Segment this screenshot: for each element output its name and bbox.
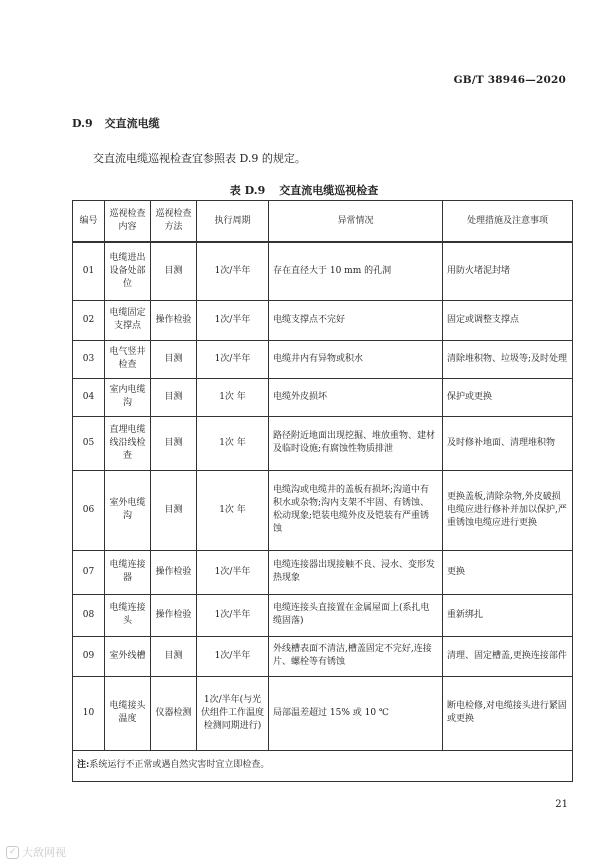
- cell-item: 室外电缆沟: [105, 470, 151, 550]
- section-number: D.9: [72, 117, 93, 130]
- watermark: [6, 844, 66, 860]
- cell-action: 固定或调整支撑点: [443, 300, 573, 340]
- cell-condition: 存在直径大于 10 mm 的孔洞: [269, 242, 443, 300]
- cell-item: 直埋电缆线沿线检查: [105, 416, 151, 470]
- cell-condition: 路径附近地面出现挖掘、堆放重物、建材及临时设施;有腐蚀性物质排泄: [269, 416, 443, 470]
- cell-condition: 电缆支撑点不完好: [269, 300, 443, 340]
- cell-number: 10: [73, 676, 105, 750]
- cell-action: 及时修补地面、清理堆积物: [443, 416, 573, 470]
- cell-period: 1次/半年(与光伏组件工作温度检测同期进行): [197, 676, 269, 750]
- cell-period: 1次/半年: [197, 242, 269, 300]
- table-row: [73, 550, 573, 594]
- cell-period: 1次 年: [197, 416, 269, 470]
- table-row: [73, 594, 573, 636]
- cell-condition: 局部温差超过 15% 或 10 ℃: [269, 676, 443, 750]
- inspection-table: [72, 200, 573, 782]
- table-title: 交直流电缆巡视检查: [279, 184, 379, 197]
- column-header: 巡视检查内容: [105, 201, 151, 243]
- cell-period: 1次/半年: [197, 594, 269, 636]
- logo-icon: ✓: [6, 846, 19, 859]
- section-title: 交直流电缆: [104, 117, 160, 130]
- cell-method: 目测: [151, 416, 197, 470]
- cell-method: 目测: [151, 636, 197, 676]
- cell-method: 操作检验: [151, 550, 197, 594]
- cell-condition: 电缆井内有异物或积水: [269, 340, 443, 378]
- cell-number: 01: [73, 242, 105, 300]
- cell-period: 1次/半年: [197, 300, 269, 340]
- cell-number: 09: [73, 636, 105, 676]
- cell-item: 电缆连接头: [105, 594, 151, 636]
- cell-action: 断电检修,对电缆接头进行紧固或更换: [443, 676, 573, 750]
- cell-item: 电气竖井检查: [105, 340, 151, 378]
- cell-action: 清除堆积物、垃圾等;及时处理: [443, 340, 573, 378]
- cell-method: 操作检验: [151, 300, 197, 340]
- cell-item: 室外线槽: [105, 636, 151, 676]
- cell-item: 电缆固定支撑点: [105, 300, 151, 340]
- table-row: [73, 636, 573, 676]
- table-row: [73, 242, 573, 300]
- cell-number: 08: [73, 594, 105, 636]
- cell-period: 1次/半年: [197, 636, 269, 676]
- cell-condition: 电缆连接器出现接触不良、浸水、变形发热现象: [269, 550, 443, 594]
- cell-item: 室内电缆沟: [105, 378, 151, 416]
- cell-period: 1次 年: [197, 470, 269, 550]
- table-caption: [0, 182, 608, 198]
- note-text: 系统运行不正常或遇自然灾害时宜立即检查。: [89, 760, 270, 770]
- cell-action: 更换: [443, 550, 573, 594]
- cell-action: 重新绑扎: [443, 594, 573, 636]
- cell-period: 1次/半年: [197, 340, 269, 378]
- page-number: 21: [555, 799, 568, 810]
- table-row: [73, 470, 573, 550]
- table-row: [73, 378, 573, 416]
- column-header: 执行周期: [197, 201, 269, 243]
- cell-number: 02: [73, 300, 105, 340]
- column-header: 异常情况: [269, 201, 443, 243]
- column-header: 处理措施及注意事项: [443, 201, 573, 243]
- cell-method: 目测: [151, 242, 197, 300]
- table-note: [73, 750, 573, 781]
- cell-action: 用防火堵泥封堵: [443, 242, 573, 300]
- cell-period: 1次 年: [197, 378, 269, 416]
- table-row: [73, 340, 573, 378]
- cell-action: 保护或更换: [443, 378, 573, 416]
- column-header: 巡视检查方法: [151, 201, 197, 243]
- cell-method: 操作检验: [151, 594, 197, 636]
- table-number: 表 D.9: [229, 184, 266, 197]
- cell-condition: 电缆外皮损坏: [269, 378, 443, 416]
- cell-item: 电缆连接器: [105, 550, 151, 594]
- cell-item: 电缆进出设备处部位: [105, 242, 151, 300]
- table-header-row: [73, 201, 573, 243]
- intro-paragraph: 交直流电缆巡视检查宜参照表 D.9 的规定。: [93, 152, 306, 165]
- cell-item: 电缆接头温度: [105, 676, 151, 750]
- table-note-row: [73, 750, 573, 781]
- cell-condition: 电缆沟或电缆井的盖板有损坏;沟道中有积水或杂物;沟内支架不牢固、有锈蚀、松动现象;铠装电缆外皮及铠装有严重锈蚀: [269, 470, 443, 550]
- cell-method: 目测: [151, 378, 197, 416]
- note-label: 注:: [77, 760, 90, 770]
- cell-method: 目测: [151, 340, 197, 378]
- cell-period: 1次/半年: [197, 550, 269, 594]
- column-header: 编号: [73, 201, 105, 243]
- cell-method: 仪器检测: [151, 676, 197, 750]
- cell-method: 目测: [151, 470, 197, 550]
- cell-number: 05: [73, 416, 105, 470]
- standard-number: GB/T 38946—2020: [453, 74, 566, 86]
- cell-condition: 电缆连接头直接置在金属屋面上(系扎电缆固落): [269, 594, 443, 636]
- cell-number: 06: [73, 470, 105, 550]
- cell-number: 04: [73, 378, 105, 416]
- cell-condition: 外线槽表面不清洁,槽盖固定不完好,连接片、螺栓等有锈蚀: [269, 636, 443, 676]
- table-row: [73, 416, 573, 470]
- cell-action: 更换盖板,清除杂物,外皮破损电缆应进行修补并加以保护,严重锈蚀电缆应进行更换: [443, 470, 573, 550]
- cell-number: 03: [73, 340, 105, 378]
- table-row: [73, 676, 573, 750]
- cell-number: 07: [73, 550, 105, 594]
- cell-action: 清理、固定槽盖,更换连接部件: [443, 636, 573, 676]
- watermark-text: 大敌网视: [22, 846, 66, 859]
- section-heading: [72, 115, 160, 131]
- table-row: [73, 300, 573, 340]
